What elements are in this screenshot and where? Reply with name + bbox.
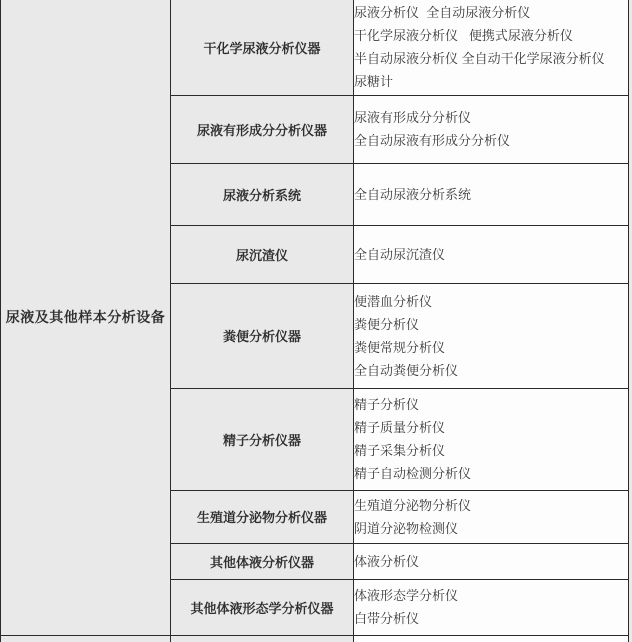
device-name: 精子自动检测分析仪 <box>354 466 472 481</box>
group-cell <box>1 0 171 635</box>
devices-cell <box>354 0 629 95</box>
category-cell <box>171 490 354 543</box>
device-name: 尿液分析仪 全自动尿液分析仪 <box>354 5 531 21</box>
devices-cell <box>354 225 629 283</box>
devices-cell <box>354 543 629 579</box>
devices-cell <box>354 95 629 163</box>
category-cell <box>171 0 354 95</box>
device-name: 白带分析仪 <box>354 611 420 626</box>
group-label: 尿液及其他样本分析设备 <box>5 309 166 326</box>
category-label: 其他体液形态学分析仪器 <box>190 600 334 616</box>
next-devices-cell-partial <box>354 635 629 642</box>
category-label: 尿沉渣仪 <box>235 247 288 263</box>
devices-cell <box>354 163 629 225</box>
device-name: 精子质量分析仪 <box>354 420 446 435</box>
next-category-cell-partial <box>171 635 354 642</box>
category-cell <box>171 579 354 635</box>
device-name: 精子采集分析仪 <box>354 443 446 458</box>
device-name: 尿糖计 <box>354 74 394 90</box>
device-name: 全自动尿液有形成分分析仪 <box>354 133 511 148</box>
table-row-partial <box>1 635 629 642</box>
category-cell <box>171 225 354 283</box>
device-name: 精子分析仪 <box>354 397 420 412</box>
category-label: 其他体液分析仪器 <box>209 554 314 570</box>
device-name: 尿液有形成分分析仪 <box>354 110 472 125</box>
device-name: 全自动粪便分析仪 <box>354 362 459 378</box>
category-label: 尿液分析系统 <box>222 187 301 203</box>
device-name: 便潜血分析仪 <box>354 293 433 309</box>
category-label: 尿液有形成分分析仪器 <box>196 122 327 138</box>
category-label: 粪便分析仪器 <box>222 329 301 344</box>
category-cell <box>171 543 354 579</box>
device-name: 体液分析仪 <box>354 553 420 569</box>
devices-cell <box>354 283 629 388</box>
category-label: 生殖道分泌物分析仪器 <box>196 510 327 525</box>
device-name: 体液形态学分析仪 <box>354 588 459 603</box>
device-name: 半自动尿液分析仪 全自动干化学尿液分析仪 <box>354 51 605 67</box>
category-cell <box>171 388 354 490</box>
device-name: 粪便常规分析仪 <box>354 339 446 355</box>
category-cell <box>171 163 354 225</box>
device-name: 全自动尿液分析系统 <box>354 186 472 202</box>
device-name: 生殖道分泌物分析仪 <box>354 497 472 513</box>
devices-cell <box>354 388 629 490</box>
category-label: 精子分析仪器 <box>222 432 301 448</box>
table-row <box>1 0 629 95</box>
device-name: 干化学尿液分析仪 便携式尿液分析仪 <box>354 28 573 44</box>
devices-cell <box>354 579 629 635</box>
device-name: 阴道分泌物检测仪 <box>354 520 459 536</box>
devices-cell <box>354 490 629 543</box>
category-label: 干化学尿液分析仪器 <box>203 40 321 56</box>
category-cell <box>171 95 354 163</box>
next-group-cell-partial <box>1 635 171 642</box>
device-name: 全自动尿沉渣仪 <box>354 246 446 262</box>
device-name: 粪便分析仪 <box>354 316 420 332</box>
category-cell <box>171 283 354 388</box>
